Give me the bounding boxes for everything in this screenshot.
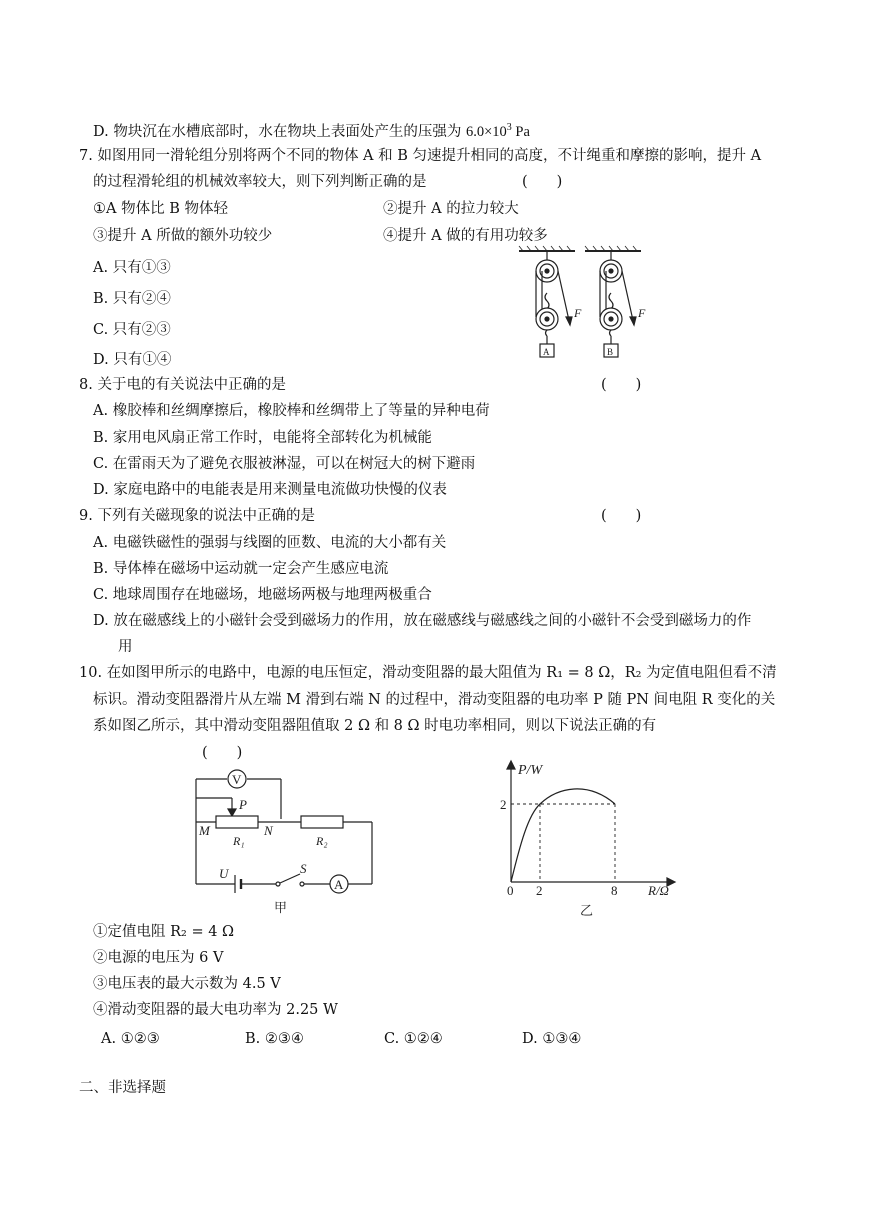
q6-option-d-unit: Pa [511, 123, 530, 140]
q10-answer-paren: ( ) [202, 745, 243, 761]
block-b-label: B [607, 347, 614, 357]
q8-stem: 8. 关于电的有关说法中正确的是 [79, 377, 286, 393]
power-curve [511, 789, 615, 882]
graph-x-tick-2: 2 [536, 883, 543, 898]
q10-statement-1: ①定值电阻 R₂ = 4 Ω [93, 924, 235, 940]
q10-option-b: B. ②③④ [245, 1031, 304, 1047]
q10-statement-4: ④滑动变阻器的最大电功率为 2.25 W [93, 1002, 338, 1018]
graph-caption: 乙 [580, 903, 594, 918]
circuit-diagram [188, 764, 378, 914]
q8-option-d: D. 家庭电路中的电能表是用来测量电流做功快慢的仪表 [93, 482, 447, 498]
ammeter-label: A [334, 877, 344, 892]
q7-statement-1: ①A 物体比 B 物体轻 [93, 201, 228, 217]
q10-statement-2: ②电源的电压为 6 V [93, 950, 224, 966]
q10-option-c: C. ①②④ [384, 1031, 443, 1047]
q10-statement-3: ③电压表的最大示数为 4.5 V [93, 976, 281, 992]
q6-option-d-exponent: 3 [506, 122, 512, 133]
q7-statement-2: ②提升 A 的拉力较大 [383, 201, 519, 217]
power-resistance-graph [498, 755, 683, 920]
pulley-figure [515, 245, 655, 363]
q9-option-d-line1: D. 放在磁感线上的小磁针会受到磁场力的作用，放在磁感线与磁感线之间的小磁针不会受到磁场力的作 [93, 613, 752, 629]
q9-option-b: B. 导体棒在磁场中运动就一定会产生感应电流 [93, 561, 389, 577]
q7-stem-line2: 的过程滑轮组的机械效率较大，则下列判断正确的是 [93, 174, 427, 190]
q8-answer-paren: ( ) [601, 377, 642, 393]
section-2-heading: 二、非选择题 [79, 1080, 166, 1096]
graph-x-axis-label: R/Ω [648, 883, 669, 898]
q6-option-d-text: D. 物块沉在水槽底部时，水在物块上表面处产生的压强为 [93, 123, 466, 140]
graph-y-axis-label: P/W [518, 763, 543, 778]
q7-answer-paren: ( ) [522, 174, 563, 190]
pulley-system-a [519, 246, 575, 357]
terminal-label-m: M [199, 823, 210, 838]
voltmeter-label: V [232, 772, 242, 787]
force-label-a: F [574, 306, 582, 320]
q10-option-d: D. ①③④ [522, 1031, 582, 1047]
q7-statement-3: ③提升 A 所做的额外功较少 [93, 228, 273, 244]
q7-option-c: C. 只有②③ [93, 322, 171, 338]
q6-option-d-value: 6.0×10 [465, 123, 507, 140]
q7-option-d: D. 只有①④ [93, 352, 172, 368]
circuit-caption: 甲 [274, 900, 288, 914]
q7-stem-line1: 7. 如图用同一滑轮组分别将两个不同的物体 A 和 B 匀速提升相同的高度，不计绳重和摩擦的影响，提升 A [79, 148, 762, 164]
q9-stem: 9. 下列有关磁现象的说法中正确的是 [79, 508, 315, 524]
block-a-label: A [543, 347, 550, 357]
q9-option-d-line2: 用 [118, 639, 133, 655]
q9-option-c: C. 地球周围存在地磁场，地磁场两极与地理两极重合 [93, 587, 432, 603]
graph-y-tick-2: 2 [500, 797, 507, 812]
q7-statement-4: ④提升 A 做的有用功较多 [383, 228, 548, 244]
q8-option-c: C. 在雷雨天为了避免衣服被淋湿，可以在树冠大的树下避雨 [93, 456, 476, 472]
terminal-label-n: N [264, 823, 273, 838]
q9-answer-paren: ( ) [601, 508, 642, 524]
graph-x-tick-8: 8 [611, 883, 618, 898]
slider-label-p: P [239, 797, 247, 812]
switch-label-s: S [300, 861, 307, 876]
resistor-r1-label: R₁ [233, 834, 245, 848]
resistor-r2-label: R₂ [316, 834, 328, 848]
q7-option-a: A. 只有①③ [93, 260, 171, 276]
q7-option-b: B. 只有②④ [93, 291, 171, 307]
force-label-b: F [638, 306, 646, 320]
q10-stem-line1: 10. 在如图甲所示的电路中，电源的电压恒定，滑动变阻器的最大阻值为 R₁ = 8 Ω，R₂ 为定值电阻但看不清 [79, 665, 777, 681]
q6-option-d [93, 118, 530, 142]
pulley-system-b [585, 246, 641, 357]
q10-stem-line3: 系如图乙所示，其中滑动变阻器阻值取 2 Ω 和 8 Ω 时电功率相同，则以下说法正确的有 [93, 718, 657, 734]
q10-option-a: A. ①②③ [101, 1031, 160, 1047]
q10-stem-line2: 标识。滑动变阻器滑片从左端 M 滑到右端 N 的过程中，滑动变阻器的电功率 P 随 PN 间电阻 R 变化的关 [93, 692, 776, 708]
q8-option-a: A. 橡胶棒和丝绸摩擦后，橡胶棒和丝绸带上了等量的异种电荷 [93, 403, 490, 419]
q8-option-b: B. 家用电风扇正常工作时，电能将全部转化为机械能 [93, 430, 432, 446]
source-label-u: U [219, 866, 229, 881]
q9-option-a: A. 电磁铁磁性的强弱与线圈的匝数、电流的大小都有关 [93, 535, 447, 551]
graph-origin-label: 0 [507, 883, 514, 898]
